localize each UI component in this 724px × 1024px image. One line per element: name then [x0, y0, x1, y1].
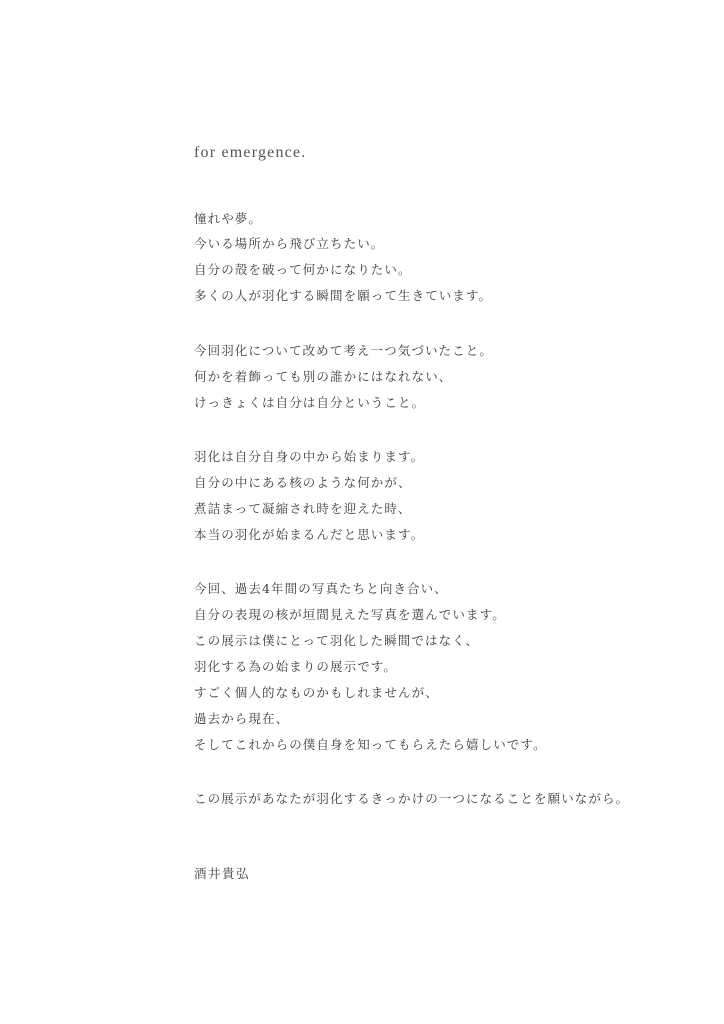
text-line: この展示は僕にとって羽化した瞬間ではなく、 — [194, 633, 480, 648]
text-line: この展示があなたが羽化するきっかけの一つになることを願いながら。 — [194, 791, 630, 806]
text-line: 本当の羽化が始まるんだと思います。 — [194, 527, 425, 542]
text-line: 多くの人が羽化する瞬間を願って生きています。 — [194, 288, 493, 303]
text-line: 自分の殻を破って何かになりたい。 — [194, 262, 412, 277]
text-line: 過去から現在、 — [194, 711, 290, 726]
text-line: 今回、過去4年間の写真たちと向き合い、 — [194, 581, 448, 596]
text-line: そしてこれからの僕自身を知ってもらえたら嬉しいです。 — [194, 737, 547, 752]
text-line: 羽化は自分自身の中から始まります。 — [194, 449, 425, 464]
document-title: for emergence. — [194, 144, 307, 161]
text-line: 羽化する為の始まりの展示です。 — [194, 659, 398, 674]
text-line: 自分の表現の核が垣間見えた写真を選んでいます。 — [194, 607, 506, 622]
text-line: 何かを着飾っても別の誰かにはなれない、 — [194, 369, 453, 384]
text-line: 今いる場所から飛び立ちたい。 — [194, 236, 385, 251]
text-line: 今回羽化について改めて考え一つ気づいたこと。 — [194, 343, 493, 358]
text-line: けっきょくは自分は自分ということ。 — [194, 395, 426, 410]
author-signature: 酒井貴弘 — [194, 866, 251, 881]
text-line: 自分の中にある核のような何かが、 — [194, 475, 412, 490]
text-line: すごく個人的なものかもしれませんが、 — [194, 685, 439, 700]
text-line: 煮詰まって凝縮され時を迎えた時、 — [194, 501, 412, 516]
text-line: 憧れや夢。 — [194, 211, 263, 226]
